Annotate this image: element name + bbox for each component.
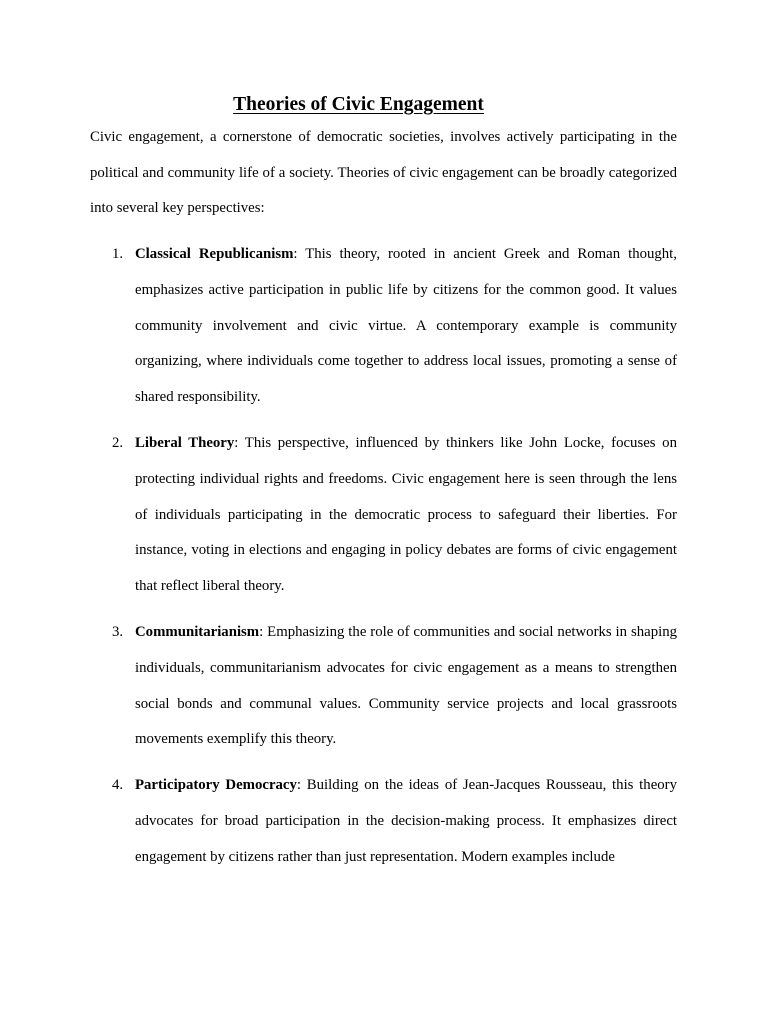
list-item-number: 1. xyxy=(112,246,124,263)
list-item-text: : Emphasizing the role of communities and social networks in shaping individuals, communitarianism advocates for civic engagement as a means to strengthen social bonds and communal values. Community service projects and local grassroots movements exemplify this theory. xyxy=(135,624,677,748)
list-item-number: 3. xyxy=(112,624,124,641)
list-item-term: Liberal Theory xyxy=(135,435,235,452)
list-item-text: : Building on the ideas of Jean-Jacques Rousseau, this theory advocates for broad participation in the decision-making process. It emphasizes direct engagement by citizens rather than just representation. Modern examples include xyxy=(135,777,677,865)
list-item-number: 2. xyxy=(112,435,124,452)
intro-paragraph: Civic engagement, a cornerstone of democratic societies, involves actively participating in the political and community life of a society. Theories of civic engagement can be broadly categorized into several key perspectives: xyxy=(90,129,677,217)
list-item-term: Communitarianism xyxy=(135,624,260,641)
list-item xyxy=(112,768,677,875)
list-item xyxy=(112,426,677,605)
document-page xyxy=(90,91,677,886)
list-item-text: : This theory, rooted in ancient Greek and Roman thought, emphasizes active participation in public life by citizens for the common good. It values community involvement and civic virtue. A contemporary example is community organizing, where individuals come together to address local issues, promoting a sense of shared responsibility. xyxy=(135,246,677,405)
document-title: Theories of Civic Engagement xyxy=(233,94,484,115)
list-item xyxy=(112,615,677,758)
list-item-term: Classical Republicanism xyxy=(135,246,294,263)
list-item-term: Participatory Democracy xyxy=(135,777,297,794)
list-item xyxy=(112,237,677,416)
theories-list xyxy=(90,237,677,875)
list-item-text: : This perspective, influenced by thinkers like John Locke, focuses on protecting individual rights and freedoms. Civic engagement here is seen through the lens of individuals participating in the democratic process to safeguard their liberties. For instance, voting in elections and engaging in policy debates are forms of civic engagement that reflect liberal theory. xyxy=(135,435,677,594)
list-item-number: 4. xyxy=(112,777,124,794)
